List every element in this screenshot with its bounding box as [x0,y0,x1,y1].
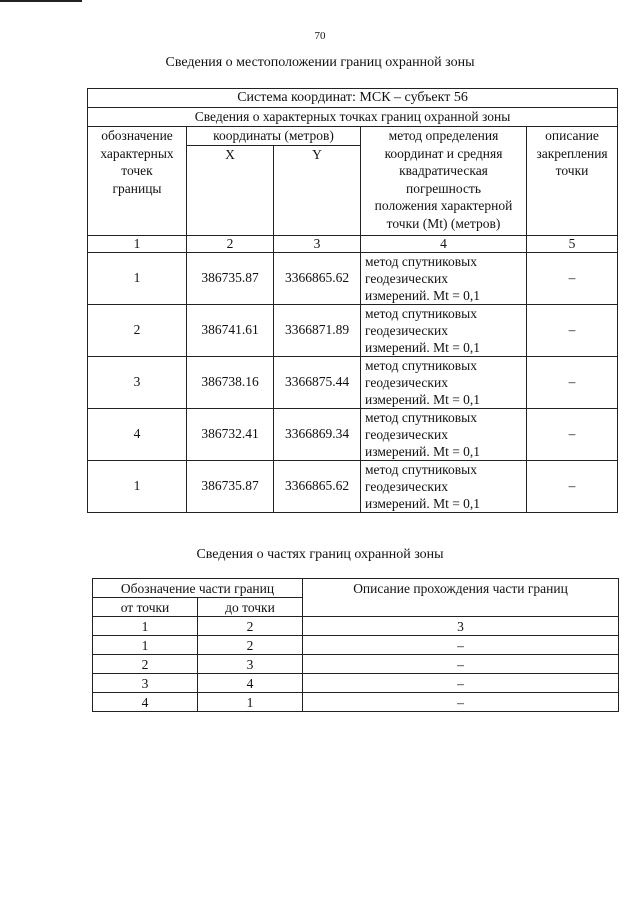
to-point: 2 [198,636,303,655]
point-id: 1 [88,252,187,304]
part-description-header: Описание прохождения части границ [303,579,619,617]
column-number: 1 [93,617,198,636]
part-description: – [303,655,619,674]
designation-header: обозначение характерных точек границы [88,127,187,236]
part-description: – [303,693,619,712]
top-left-rule [0,0,82,2]
part-description: – [303,636,619,655]
to-point: 4 [198,674,303,693]
method-cell: метод спутниковых геодезических измерений. Mt = 0,1 [361,460,527,512]
from-point: 1 [93,636,198,655]
point-id: 1 [88,460,187,512]
boundary-points-table [87,88,618,513]
description-value: – [527,408,618,460]
method-header: метод определения координат и средняя квадратическая погрешность положения характерной точки (Mt) (метров) [361,127,527,236]
table-row [93,655,619,674]
column-number: 3 [274,235,361,252]
x-value: 386735.87 [187,252,274,304]
to-point: 1 [198,693,303,712]
table-row [88,460,618,512]
column-number: 3 [303,617,619,636]
boundary-parts-table [92,578,619,712]
method-cell: метод спутниковых геодезических измерений. Mt = 0,1 [361,408,527,460]
x-value: 386741.61 [187,304,274,356]
y-header: Y [274,145,361,235]
main-title: Сведения о местоположении границ охранной зоны [165,55,475,70]
method-cell: метод спутниковых геодезических измерений. Mt = 0,1 [361,252,527,304]
y-value: 3366875.44 [274,356,361,408]
from-point-header: от точки [93,598,198,617]
column-number: 5 [527,235,618,252]
table-row [88,252,618,304]
from-point: 4 [93,693,198,712]
x-value: 386732.41 [187,408,274,460]
boundary-points-subheader: Сведения о характерных точках границ охранной зоны [88,108,618,127]
description-value: – [527,252,618,304]
table-row [88,408,618,460]
from-point: 3 [93,674,198,693]
part-designation-header: Обозначение части границ [93,579,303,598]
to-point: 3 [198,655,303,674]
page-number: 70 [314,30,326,42]
description-header: описание закрепления точки [527,127,618,236]
x-value: 386738.16 [187,356,274,408]
x-value: 386735.87 [187,460,274,512]
y-value: 3366865.62 [274,252,361,304]
coordinate-system-header: Система координат: МСК – субъект 56 [88,89,618,108]
parts-title: Сведения о частях границ охранной зоны [196,547,444,562]
column-number: 2 [198,617,303,636]
description-value: – [527,304,618,356]
to-point-header: до точки [198,598,303,617]
table-row [93,674,619,693]
part-description: – [303,674,619,693]
description-value: – [527,356,618,408]
table-row [88,356,618,408]
column-number: 4 [361,235,527,252]
column-number: 2 [187,235,274,252]
point-id: 2 [88,304,187,356]
coordinates-header: координаты (метров) [187,127,361,146]
x-header: X [187,145,274,235]
from-point: 2 [93,655,198,674]
table-row [88,304,618,356]
description-value: – [527,460,618,512]
method-cell: метод спутниковых геодезических измерений. Mt = 0,1 [361,356,527,408]
y-value: 3366871.89 [274,304,361,356]
y-value: 3366865.62 [274,460,361,512]
table-row [93,693,619,712]
point-id: 3 [88,356,187,408]
table-row [93,636,619,655]
point-id: 4 [88,408,187,460]
column-number: 1 [88,235,187,252]
y-value: 3366869.34 [274,408,361,460]
method-cell: метод спутниковых геодезических измерений. Mt = 0,1 [361,304,527,356]
